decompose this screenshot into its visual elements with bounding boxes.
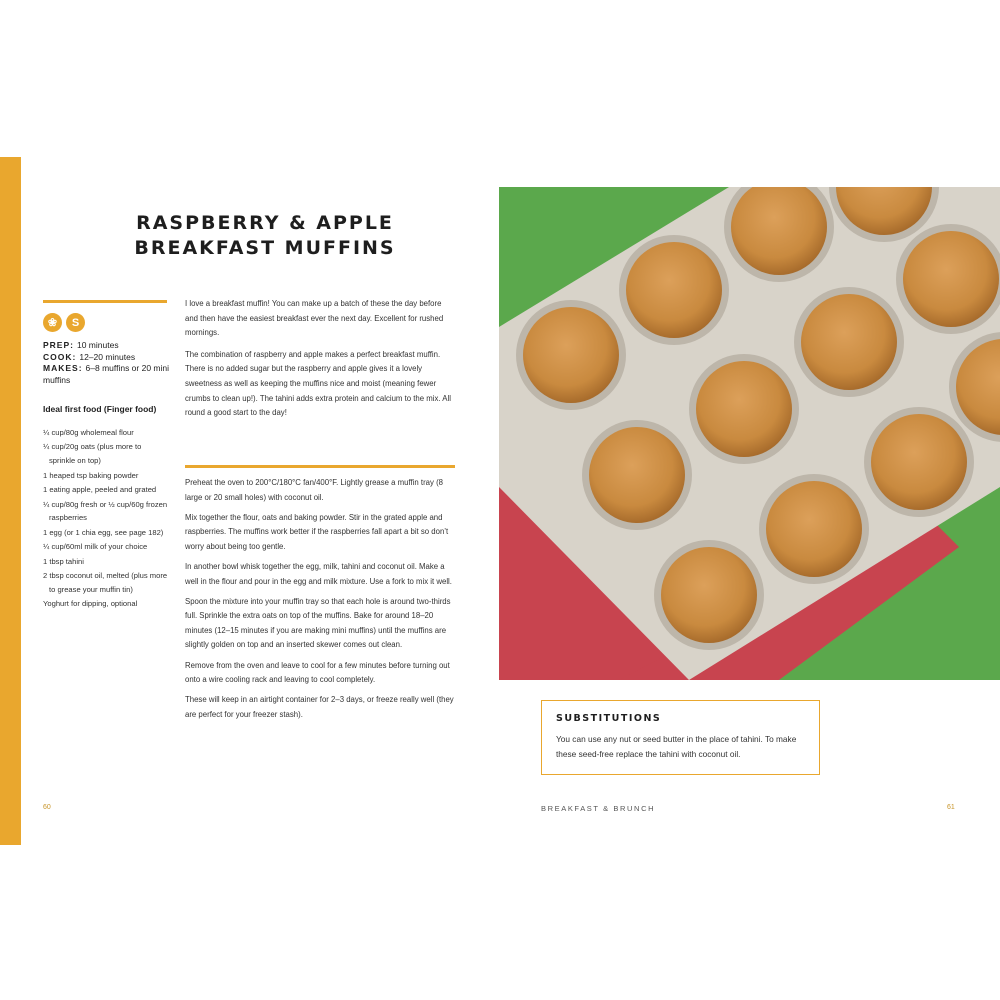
page-number-left: 60 — [43, 804, 51, 811]
ingredients-list — [43, 426, 168, 612]
letter-badge-icon: S — [66, 313, 85, 332]
ingredient-item: ¼ cup/80g wholemeal flour — [43, 428, 134, 437]
substitutions-box — [541, 700, 820, 775]
method-step: Mix together the flour, oats and baking powder. Stir in the grated apple and raspberries. The muffins work better if the raspberries fall apart a bit so don’t worry about being too gentle. — [185, 512, 449, 551]
muffin — [794, 287, 904, 397]
method-rule — [185, 465, 455, 468]
ingredient-item: Yoghurt for dipping, optional — [43, 599, 138, 609]
muffin — [689, 354, 799, 464]
ingredient-item: ¼ cup/80g fresh or ½ cup/60g frozen raspberries — [43, 499, 168, 523]
substitutions-title: SUBSTITUTIONS — [556, 713, 662, 724]
flower-badge-icon: ❀ — [43, 313, 62, 332]
cook-time: COOK: 12–20 minutes — [43, 351, 136, 362]
ingredient-item: ¼ cup/20g oats (plus more to sprinkle on top) — [43, 442, 142, 466]
method-step: Spoon the mixture into your muffin tray so that each hole is around two-thirds full. Sprinkle the extra oats on top of the muffins. Bake for around 18–20 minutes (12–15 minutes if you are making mini muffins) until the muffins are slightly golden on top and an inserted skewer comes out clean. — [185, 596, 451, 650]
recipe-method — [185, 476, 457, 728]
ingredient-item: 1 egg (or 1 chia egg, see page 182) — [43, 527, 164, 537]
prep-time: PREP: 10 minutes — [43, 340, 119, 350]
muffin-tray-illustration — [499, 187, 1000, 680]
method-step: These will keep in an airtight container for 2–3 days, or freeze really well (they are perfect for your freezer stash). — [185, 695, 454, 719]
ingredient-item: 2 tbsp coconut oil, melted (plus more to grease your muffin tin) — [43, 571, 168, 594]
ingredients-rule — [43, 300, 167, 303]
muffin — [582, 420, 692, 530]
substitutions-text: You can use any nut or seed butter in the place of tahini. To make these seed-free replace the tahini with coconut oil. — [556, 734, 797, 759]
recipe-meta — [43, 340, 173, 386]
ingredient-item: 1 heaped tsp baking powder — [43, 470, 139, 480]
makes: MAKES: 6–8 muffins or 20 mini muffins — [43, 363, 169, 385]
intro-paragraph: I love a breakfast muffin! You can make up a batch of these the day before and then have the easiest breakfast ever the next day. Excellent for rushed mornings. — [185, 299, 444, 338]
ingredient-item: 1 eating apple, peeled and grated — [43, 485, 157, 495]
muffin — [654, 540, 764, 650]
page-number-right: 61 — [947, 804, 955, 811]
ideal-first-food: Ideal first food (Finger food) — [43, 404, 157, 414]
title-line-2: BREAKFAST MUFFINS — [134, 237, 396, 259]
recipe-intro — [185, 297, 455, 428]
title-line-1: RASPBERRY & APPLE — [136, 212, 394, 234]
accent-side-bar — [0, 157, 21, 845]
section-footer: BREAKFAST & BRUNCH — [541, 804, 656, 813]
muffin — [864, 407, 974, 517]
ingredient-item: 1 tbsp tahini — [43, 556, 84, 566]
book-spread — [0, 157, 1000, 845]
muffin — [759, 474, 869, 584]
method-step: Preheat the oven to 200°C/180°C fan/400°F. Lightly grease a muffin tray (8 large or 20 small holes) with coconut oil. — [185, 478, 443, 502]
muffin — [619, 235, 729, 345]
recipe-title — [120, 211, 410, 261]
method-step: In another bowl whisk together the egg, milk, tahini and coconut oil. Make a well in the flour and pour in the egg and milk mixture. Use a fork to mix it well. — [185, 561, 452, 586]
muffin — [516, 300, 626, 410]
diet-badges — [43, 313, 85, 332]
muffin-tray-photo — [499, 187, 1000, 680]
intro-paragraph: The combination of raspberry and apple makes a perfect breakfast muffin. There is no added sugar but the raspberry and apple gives it a lovely sweetness as well as keeping the muffins nice and moist (meaning fewer crumbs to clean up!). The tahini adds extra protein and calcium to the mix. All round a good start to the day! — [185, 349, 451, 418]
ingredient-item: ¼ cup/60ml milk of your choice — [43, 542, 148, 552]
method-step: Remove from the oven and leave to cool for a few minutes before turning out onto a wire cooling rack and leaving to cool completely. — [185, 660, 450, 685]
